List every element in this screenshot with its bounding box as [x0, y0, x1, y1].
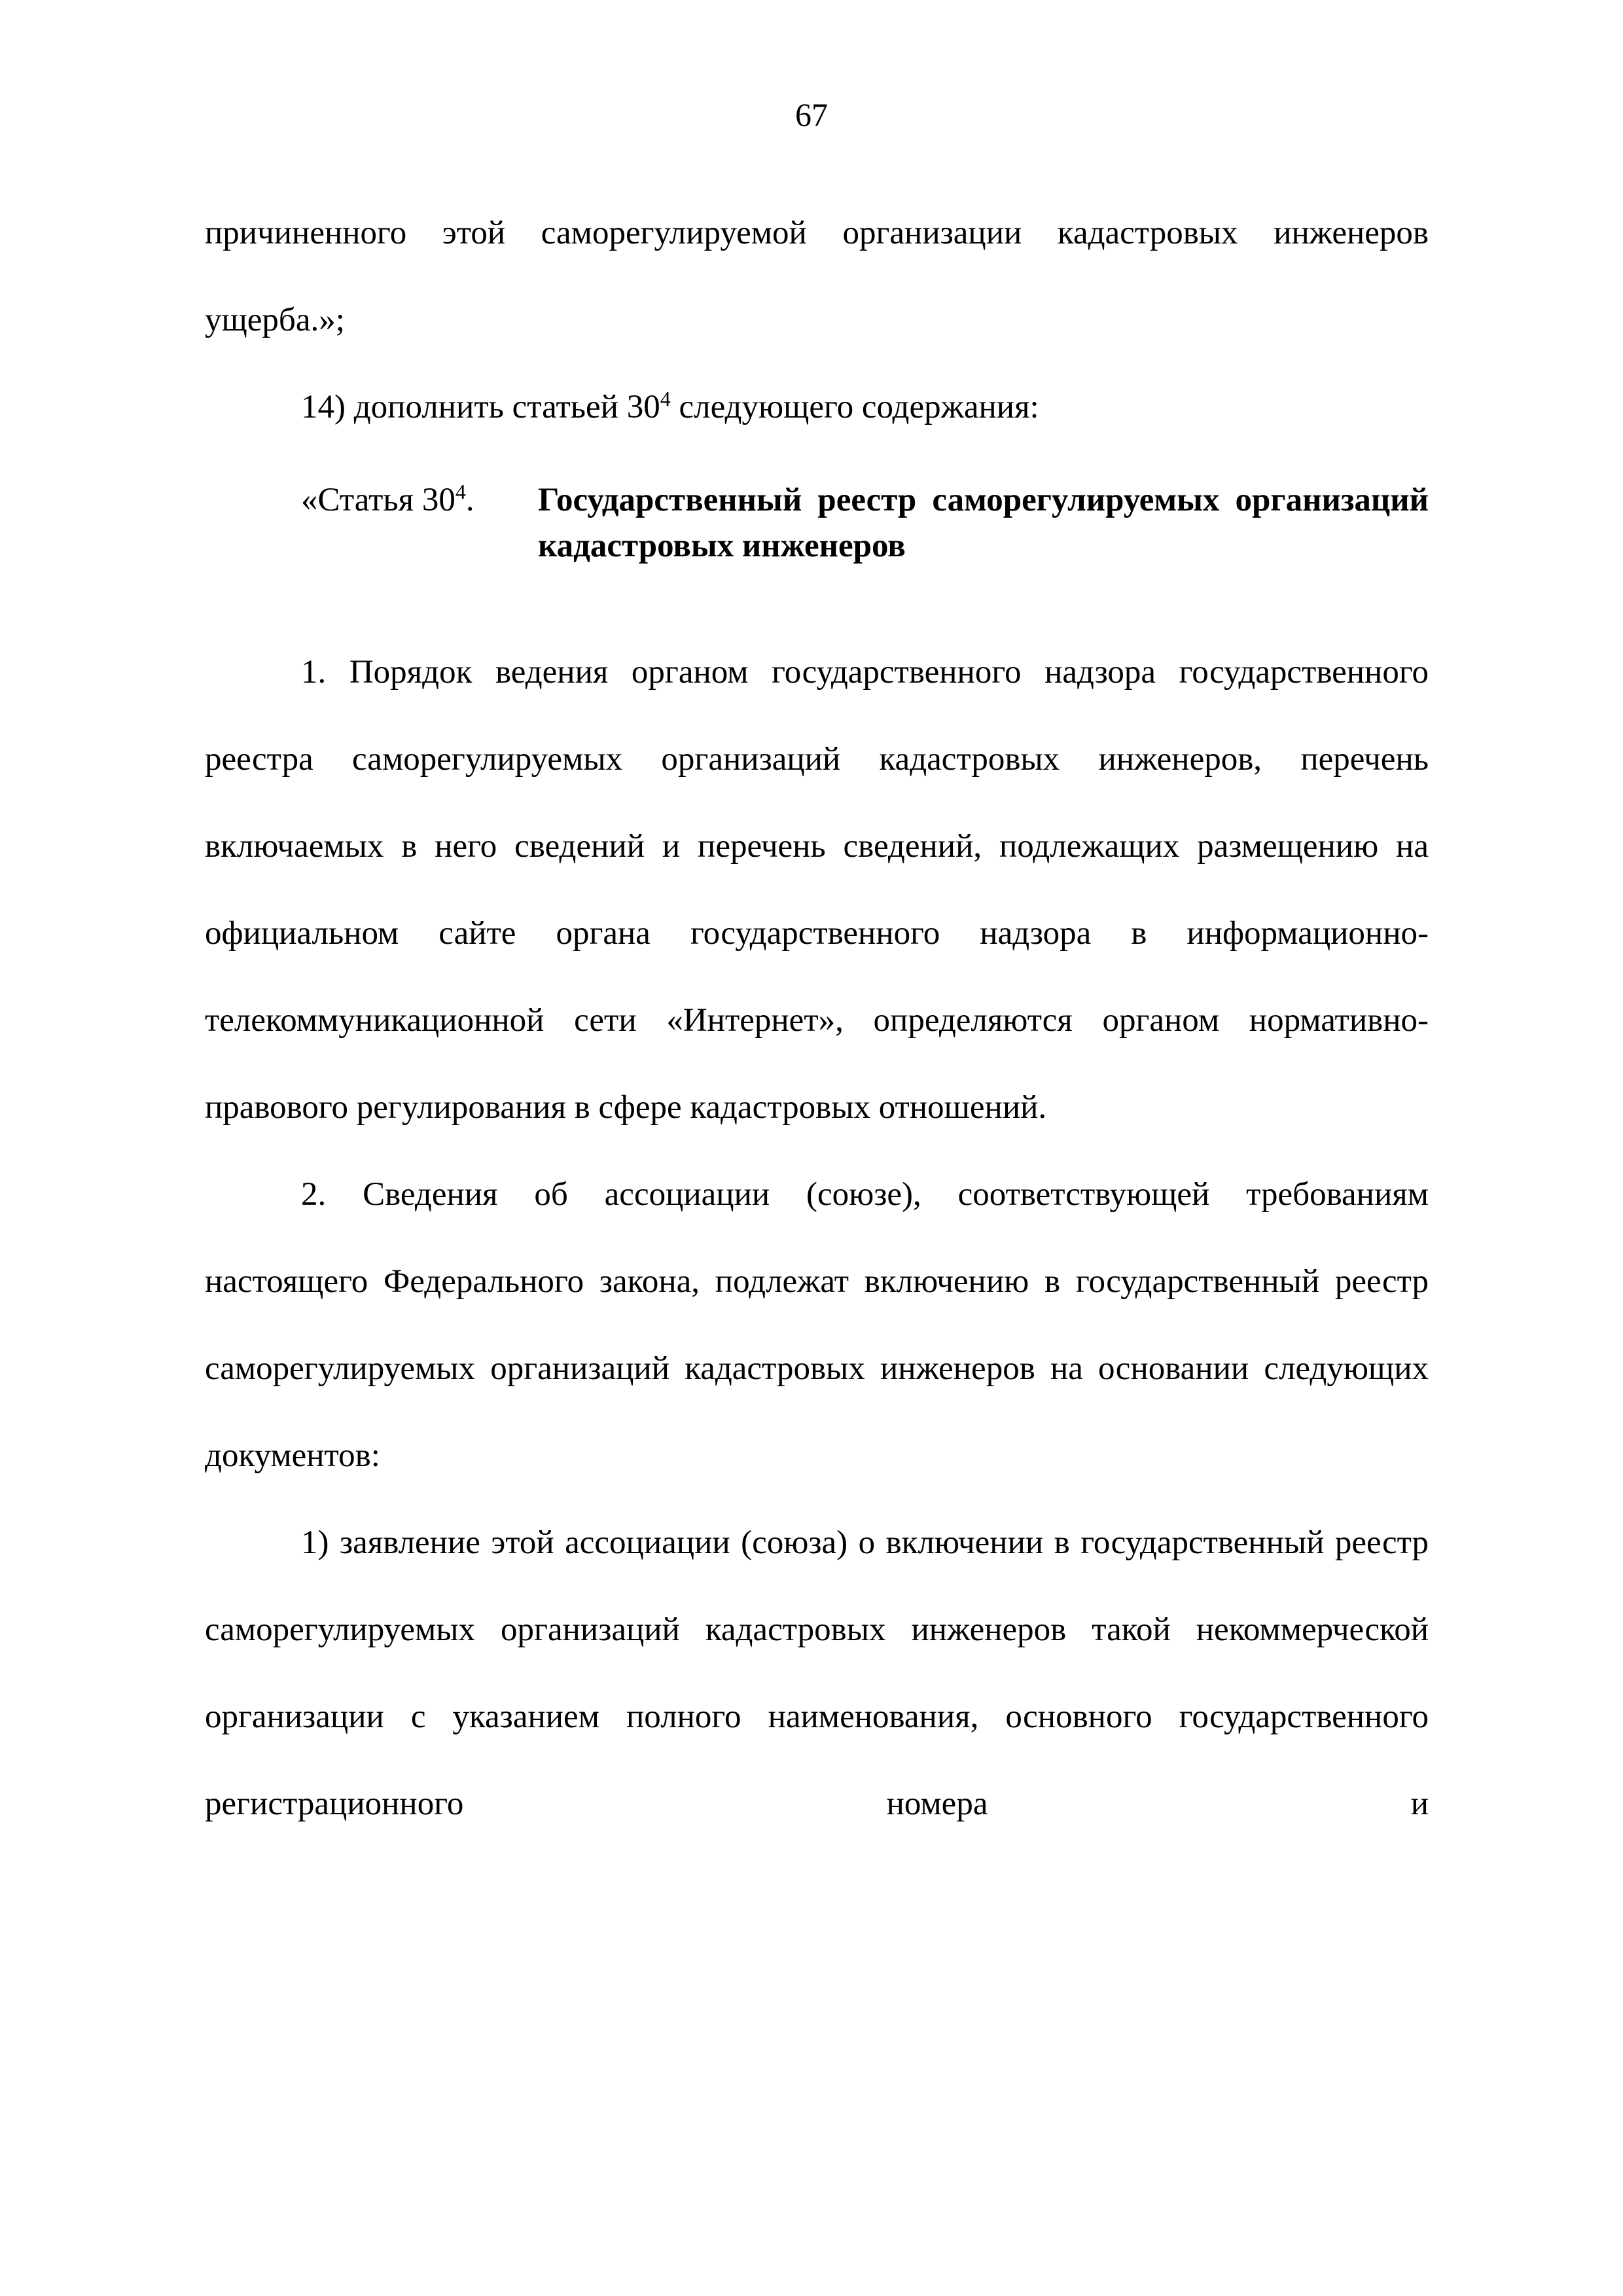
paragraph-clause-1: 1. Порядок ведения органом государственного надзора государственного реестра саморегулируемых организаций кадастровых инженеров, перечень включаемых в него сведений и перечень сведений, подлежащих размещению на официальном сайте органа государственного надзора в информационно-телекоммуникационной сети «Интернет», определяются органом нормативно-правового регулирования в сфере кадастровых отношений.	[205, 654, 1429, 1126]
document-body	[205, 190, 1429, 1848]
article-heading-prefix	[301, 477, 538, 523]
paragraph-subclause-1: 1) заявление этой ассоциации (союза) о включении в государственный реестр саморегулируемых организаций кадастровых инженеров такой некоммерческой организации с указанием полного наименования, основного государственного регистрационного номера и	[205, 1524, 1429, 1822]
article-heading-superscript: 4	[455, 480, 466, 503]
amendment-item-14-text: 14) дополнить статьей 30	[301, 389, 660, 425]
article-heading	[205, 477, 1429, 569]
amendment-item-14-superscript: 4	[660, 387, 671, 410]
paragraph-damage-continuation: причиненного этой саморегулируемой организации кадастровых инженеров ущерба.»;	[205, 215, 1429, 338]
amendment-item-14-text-end: следующего содержания:	[670, 389, 1039, 425]
article-heading-prefix-text: «Статья 30	[301, 482, 455, 518]
page-number: 67	[795, 96, 828, 133]
paragraph-clause-2: 2. Сведения об ассоциации (союзе), соответствующей требованиям настоящего Федерального закона, подлежат включению в государственный реестр саморегулируемых организаций кадастровых инженеров на основании следующих документов:	[205, 1176, 1429, 1474]
amendment-item-14	[205, 364, 1429, 451]
article-heading-title: Государственный реестр саморегулируемых организаций кадастровых инженеров	[538, 482, 1429, 564]
article-heading-prefix-dot: .	[465, 482, 474, 518]
